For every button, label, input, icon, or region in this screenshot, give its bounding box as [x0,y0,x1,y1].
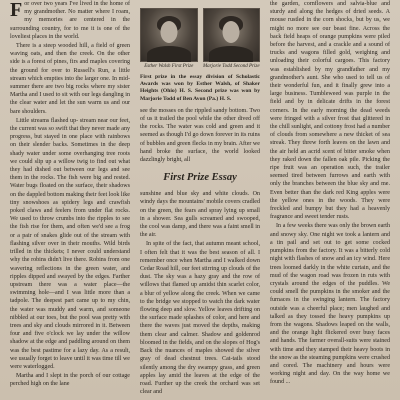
drop-cap: F [10,0,23,21]
photo-caption: Marjorie Todd Second Prize [202,64,260,69]
photo-second-prize [203,8,261,70]
portrait-photo [203,8,261,62]
paragraph: In a few weeks there was only the brown earth and snowy sky. One night we took a lantern and a tin pail and set out to get some cocked pumpkins from the factory. It was a bitterly cold night with flashes of snow and an icy wind. Here trees loomed darkly in the white curtain, and the mud of the wagon road was frozen in ruts with crystals around the edges of the puddles. We could smell the pumpkins in the smoker and the furnaces in the swinging lantern. The factory outside was a cheerful place; men laughed and talked as they tossed the heavy pumpkins up from the wagons. Shadows leaped on the walls, and the orange light flickered over busy faces and hands. The farmer overall-suits were stained with time and they stamped their heavy boots in the snow as the steaming pumpkins were crushed and cored. The machinery and hours were working night and day. On the way home we found ... [270,223,390,386]
paragraph: For over two years I've lived in the home of my grandmother. No matter where I roam, my memories are centered in the surrounding country, for to me it is one of the loveliest places in the world. [10,0,130,40]
section-heading: First Prize Essay [163,172,237,184]
award-blurb: First prize in the essay division of Scholastic Awards was won by Esther Walsh, of Shaker Heights (Ohio) H. S. Second prize was won by Marjorie Todd of Ben Avon (Pa.) H. S. [140,74,260,102]
paragraph: the garden, cornflowers and salvia-blue and sturdy and along the hedges of dried seeds. A mouse rustled in the corn shocks, but by us, we might no more see our beast fine. Across the back field heaps of orange pumpkins were piled before the harvest, and a crackle and a sound of trucks and wagons filled gold, weighing and unloading their colorful cargoes. This factory was established by my grandfather and my grandmother's aunt. She who used to tell us of their wonderful fun, and it finally grew into a large business. Tumbleweed was purple in the field and by in delicate drifts in the forest corners. In the early morning the dead weeds were fringed with a silver frost that glittered in the chill sunlight, and cottony frost had a number of clouds from somewhere a new thicket of sea streak. They threw forth leaves on the lawn and the air held an acrid scent of bitter smoke when they raked down the fallen oak pile. Picking the ripe fruit was an operation such, the trailer seemed tired between furrows and earth with only the branches between the blue sky and me. Even better than the dark red King apples were the yellow ones in the woods. They were freckled and bumpy but they had a heavenly fragrance and sweet tender rusts. [270,1,390,221]
column-left [10,0,130,400]
paragraph: sunshine and blue sky and white clouds. On windy days the mountains' mobile covers cradled on the green, the fears and spray lying up small in a shower. Sea gulls screamed and swooped, the cool was damp, and there was a faint smell in the air. [140,191,260,239]
column-middle [140,0,260,400]
portrait-photo [140,8,198,62]
winner-photos [140,0,260,70]
paragraph: see the mosses on the rippled sandy bottom. Two of us it trailed the pool while the other dived off the rocks. The water was cold and green and it seemed as though I'd go down forever in its ruins of bubbles and green flecks in my brain. After we hand broke the surface, the world looked dazzlingly bright, all [140,107,260,164]
column-right [270,0,390,400]
paragraph: Little streams flashed up- stream near our feet, the current was so swift that they never made any progress, but stayed in one place with rainbows on their slender backs. Sometimes in the deep shady water under some overhanging tree roots we could slip up a willow twig to find out what they had dished out between our legs and see them in the rocks. The fish were big and rested. Water bugs floated on the surface, their shadows on the dappled bottom making their feet look like tiny snowshoes as spidery legs and crawfish poked claws and feelers from under flat rocks. We used to throw crumbs into the ripples to see the fish rise for them, and often we'd see a frog or a pair of snakes glide out of the stream with flashing silver over in their mouths. Wild birds trilled in the thickets; I never could understand why the robins didn't live there. Robins from one wavering reflections in the green water, and ripples dipped and swayed by the edges. Farther upstream there was a water place—the swimming hole—and I was little more than a tadpole. The deepest part came up to my chin, the water was muddy and warm, and someone nibbled at our toes, but the pool was pretty with trees and sky and clouds mirrored in it. Between four and five o'clock we lay under the willow shadow at the edge and paddling around on them was the best pastime for a lazy day. As a result, we usually forget to leave until it was time till we were waterlogged. [10,117,130,370]
paragraph: In spite of the fact, that autumn meant school, I often felt that it was the best season of all. I remember once when Martha and I walked down Cedar Road hill, our feet stirring up clouds of the dust. The sky was a hazy gray and the row of willows that flamed up amidst thin scarlet color, a blur of yellow along the creek. When we came to the bridge we stopped to watch the dark water flowing deep and slow. Yellow leaves drifting on the surface made splashes of color, and here and there the waves just moved the depths, making them clear and calmer. Shadow and goldenrod bloomed in the fields, and on the slopes of Hog's Back the nuances of maples showed the silver gray of dead chestnut trees. Cat-tails stood silently among the dry swampy grass, and green apples lay amid the leaves at the edge of the road. Further up the creek the orchard was set clear and [140,241,260,396]
photo-caption: Esther Walsh First Prize [144,64,194,69]
photo-first-prize [140,8,198,70]
paragraph: There is a steep wooded hill, a field of green waving oats, and then the creek. On the other side is a forest of pines, firs and maples covering the ground for over to Russell's Run, a little stream which empties into the larger one. In mid-summer there are two big rocks where my sister Martha and I used to sit with our legs dangling in the clear water and let the sun warm us and our bare shoulders. [10,43,130,115]
article-columns [10,0,390,400]
paragraph: Martha and I slept in the porch of our cottage perched high on the lane [10,373,130,388]
